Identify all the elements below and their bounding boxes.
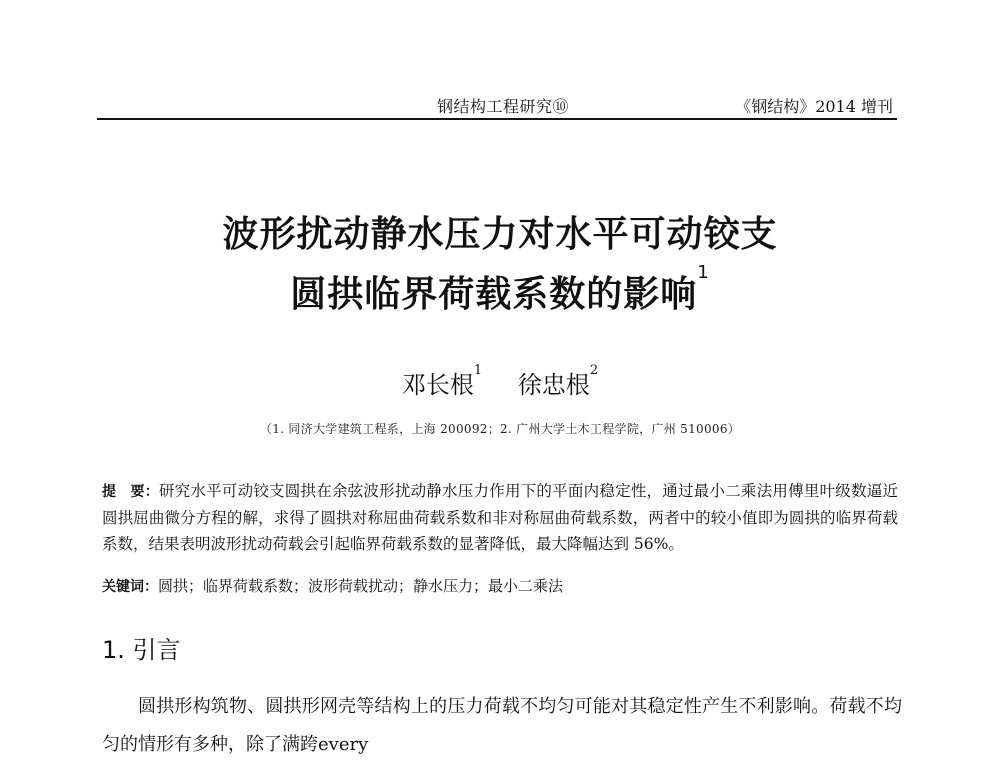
abstract-text: 研究水平可动铰支圆拱在余弦波形扰动静水压力作用下的平面内稳定性，通过最小二乘法用傅里叶级数逼近圆拱屈曲微分方程的解，求得了圆拱对称屈曲荷载系数和非对称屈曲荷载系数，两者中的较小值即为圆拱的临界荷载系数，结果表明波形扰动荷载会引起临界荷载系数的显著降低，最大降幅达到 56%。 bbox=[102, 482, 898, 553]
author-list bbox=[0, 365, 1000, 400]
title-line2-text: 圆拱临界荷载系数的影响 bbox=[290, 274, 698, 315]
author-1-affil: 1 bbox=[473, 363, 483, 378]
affiliation: （1. 同济大学建筑工程系，上海 200092；2. 广州大学土木工程学院，广州 510006） bbox=[259, 422, 741, 436]
running-head-journal: 钢结构工程研究⑩ bbox=[437, 97, 570, 116]
section-heading-introduction: 1. 引言 bbox=[102, 636, 181, 664]
keywords bbox=[102, 574, 898, 599]
running-head bbox=[97, 84, 897, 120]
title-line1-text: 波形扰动静水压力对水平可动铰支 bbox=[222, 214, 778, 255]
title-footnote-mark: 1 bbox=[697, 262, 710, 283]
running-head-issue: 《钢结构》2014 增刊 bbox=[735, 97, 893, 116]
abstract bbox=[102, 478, 898, 557]
keywords-label: 关键词： bbox=[102, 579, 158, 595]
author-1 bbox=[401, 363, 490, 399]
keywords-text: 圆拱；临界荷载系数；波形荷载扰动；静水压力；最小二乘法 bbox=[158, 577, 564, 595]
author-2 bbox=[517, 363, 599, 399]
paper-title-line2 bbox=[0, 262, 1000, 317]
abstract-label: 提 要： bbox=[102, 484, 159, 500]
author-2-name: 徐忠根 bbox=[517, 371, 590, 399]
paper-title-line1 bbox=[0, 206, 1000, 257]
body-paragraph: 圆拱形构筑物、圆拱形网壳等结构上的压力荷载不均匀可能对其稳定性产生不利影响。荷载不均匀的情形有多种，除了满跨every bbox=[102, 696, 902, 755]
author-2-affil: 2 bbox=[589, 363, 599, 378]
author-1-name: 邓长根 bbox=[401, 371, 474, 399]
